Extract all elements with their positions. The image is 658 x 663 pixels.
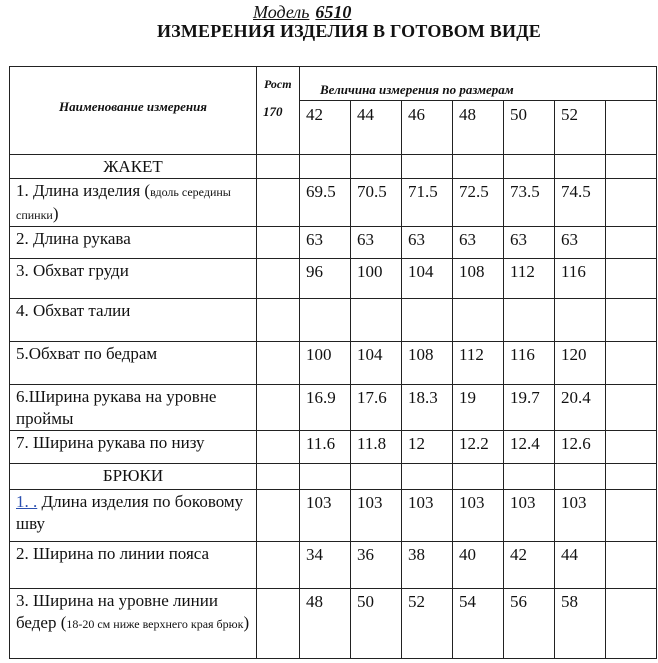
row-label: 3. Ширина на уровне линии бедер (18-20 см ниже верхнего края брюк) (10, 589, 257, 659)
row-label: 2. Длина рукава (10, 227, 257, 259)
value-cell: 12.6 (555, 431, 606, 464)
value-cell: 36 (351, 542, 402, 589)
table-row (10, 342, 657, 385)
table-row (10, 179, 657, 227)
value-cell: 112 (453, 342, 504, 385)
row-label: 3. Обхват груди (10, 259, 257, 299)
section-row-trousers (10, 464, 657, 490)
value-cell: 63 (402, 227, 453, 259)
col-header-name: Наименование измерения (10, 67, 257, 155)
table-row (10, 385, 657, 431)
value-cell: 70.5 (351, 179, 402, 227)
value-cell: 17.6 (351, 385, 402, 431)
value-cell: 19 (453, 385, 504, 431)
row-label: 7. Ширина рукава по низу (10, 431, 257, 464)
table-row (10, 431, 657, 464)
value-cell: 54 (453, 589, 504, 659)
value-cell: 63 (504, 227, 555, 259)
row-label: 2. Ширина по линии пояса (10, 542, 257, 589)
table-row (10, 542, 657, 589)
table-row (10, 589, 657, 659)
value-cell: 74.5 (555, 179, 606, 227)
value-cell: 96 (300, 259, 351, 299)
value-cell: 38 (402, 542, 453, 589)
value-cell: 69.5 (300, 179, 351, 227)
section-title-trousers: БРЮКИ (10, 464, 257, 490)
row-label: 1. Длина изделия (вдоль середины спинки) (10, 179, 257, 227)
value-cell: 100 (351, 259, 402, 299)
value-cell: 63 (453, 227, 504, 259)
size-cell: 44 (351, 101, 402, 155)
model-title (253, 2, 351, 23)
value-cell: 104 (351, 342, 402, 385)
model-number: 6510 (315, 2, 352, 22)
value-cell: 116 (555, 259, 606, 299)
size-cell: 46 (402, 101, 453, 155)
value-cell: 52 (402, 589, 453, 659)
value-cell: 103 (402, 490, 453, 542)
value-cell: 16.9 (300, 385, 351, 431)
value-cell: 112 (504, 259, 555, 299)
value-cell: 63 (300, 227, 351, 259)
value-cell: 19.7 (504, 385, 555, 431)
value-cell: 48 (300, 589, 351, 659)
section-row-jacket (10, 155, 657, 179)
table-row (10, 227, 657, 259)
value-cell: 103 (351, 490, 402, 542)
value-cell: 11.8 (351, 431, 402, 464)
value-cell: 120 (555, 342, 606, 385)
value-cell: 103 (504, 490, 555, 542)
value-cell: 44 (555, 542, 606, 589)
value-cell: 73.5 (504, 179, 555, 227)
value-cell: 103 (555, 490, 606, 542)
size-cell-empty (606, 101, 657, 155)
section-title-jacket: ЖАКЕТ (10, 155, 257, 179)
value-cell: 72.5 (453, 179, 504, 227)
col-header-height: Рост 170 (257, 67, 300, 155)
value-cell: 71.5 (402, 179, 453, 227)
col-header-sizes: Величина измерения по размерам (300, 67, 657, 101)
value-cell: 63 (555, 227, 606, 259)
row-label: 1. . Длина изделия по боковому шву (10, 490, 257, 542)
size-cell: 42 (300, 101, 351, 155)
table-row (10, 299, 657, 342)
table-row (10, 259, 657, 299)
value-cell: 20.4 (555, 385, 606, 431)
size-cell: 48 (453, 101, 504, 155)
table-row (10, 490, 657, 542)
value-cell: 42 (504, 542, 555, 589)
value-cell: 18.3 (402, 385, 453, 431)
value-cell: 108 (402, 342, 453, 385)
measurements-table (9, 66, 657, 659)
value-cell: 104 (402, 259, 453, 299)
value-cell: 12.4 (504, 431, 555, 464)
row-label: 5.Обхват по бедрам (10, 342, 257, 385)
value-cell: 103 (453, 490, 504, 542)
value-cell: 116 (504, 342, 555, 385)
value-cell: 50 (351, 589, 402, 659)
value-cell: 58 (555, 589, 606, 659)
value-cell: 103 (300, 490, 351, 542)
size-cell: 52 (555, 101, 606, 155)
value-cell: 100 (300, 342, 351, 385)
row-label: 4. Обхват талии (10, 299, 257, 342)
value-cell: 11.6 (300, 431, 351, 464)
row-number-link[interactable]: 1. . (16, 492, 38, 511)
value-cell: 56 (504, 589, 555, 659)
row-label: 6.Ширина рукава на уровне проймы (10, 385, 257, 431)
value-cell: 63 (351, 227, 402, 259)
value-cell: 40 (453, 542, 504, 589)
size-cell: 50 (504, 101, 555, 155)
value-cell: 34 (300, 542, 351, 589)
value-cell: 12 (402, 431, 453, 464)
value-cell: 108 (453, 259, 504, 299)
page-title: ИЗМЕРЕНИЯ ИЗДЕЛИЯ В ГОТОВОМ ВИДЕ (156, 21, 542, 41)
model-label: Модель (253, 2, 310, 22)
value-cell: 12.2 (453, 431, 504, 464)
